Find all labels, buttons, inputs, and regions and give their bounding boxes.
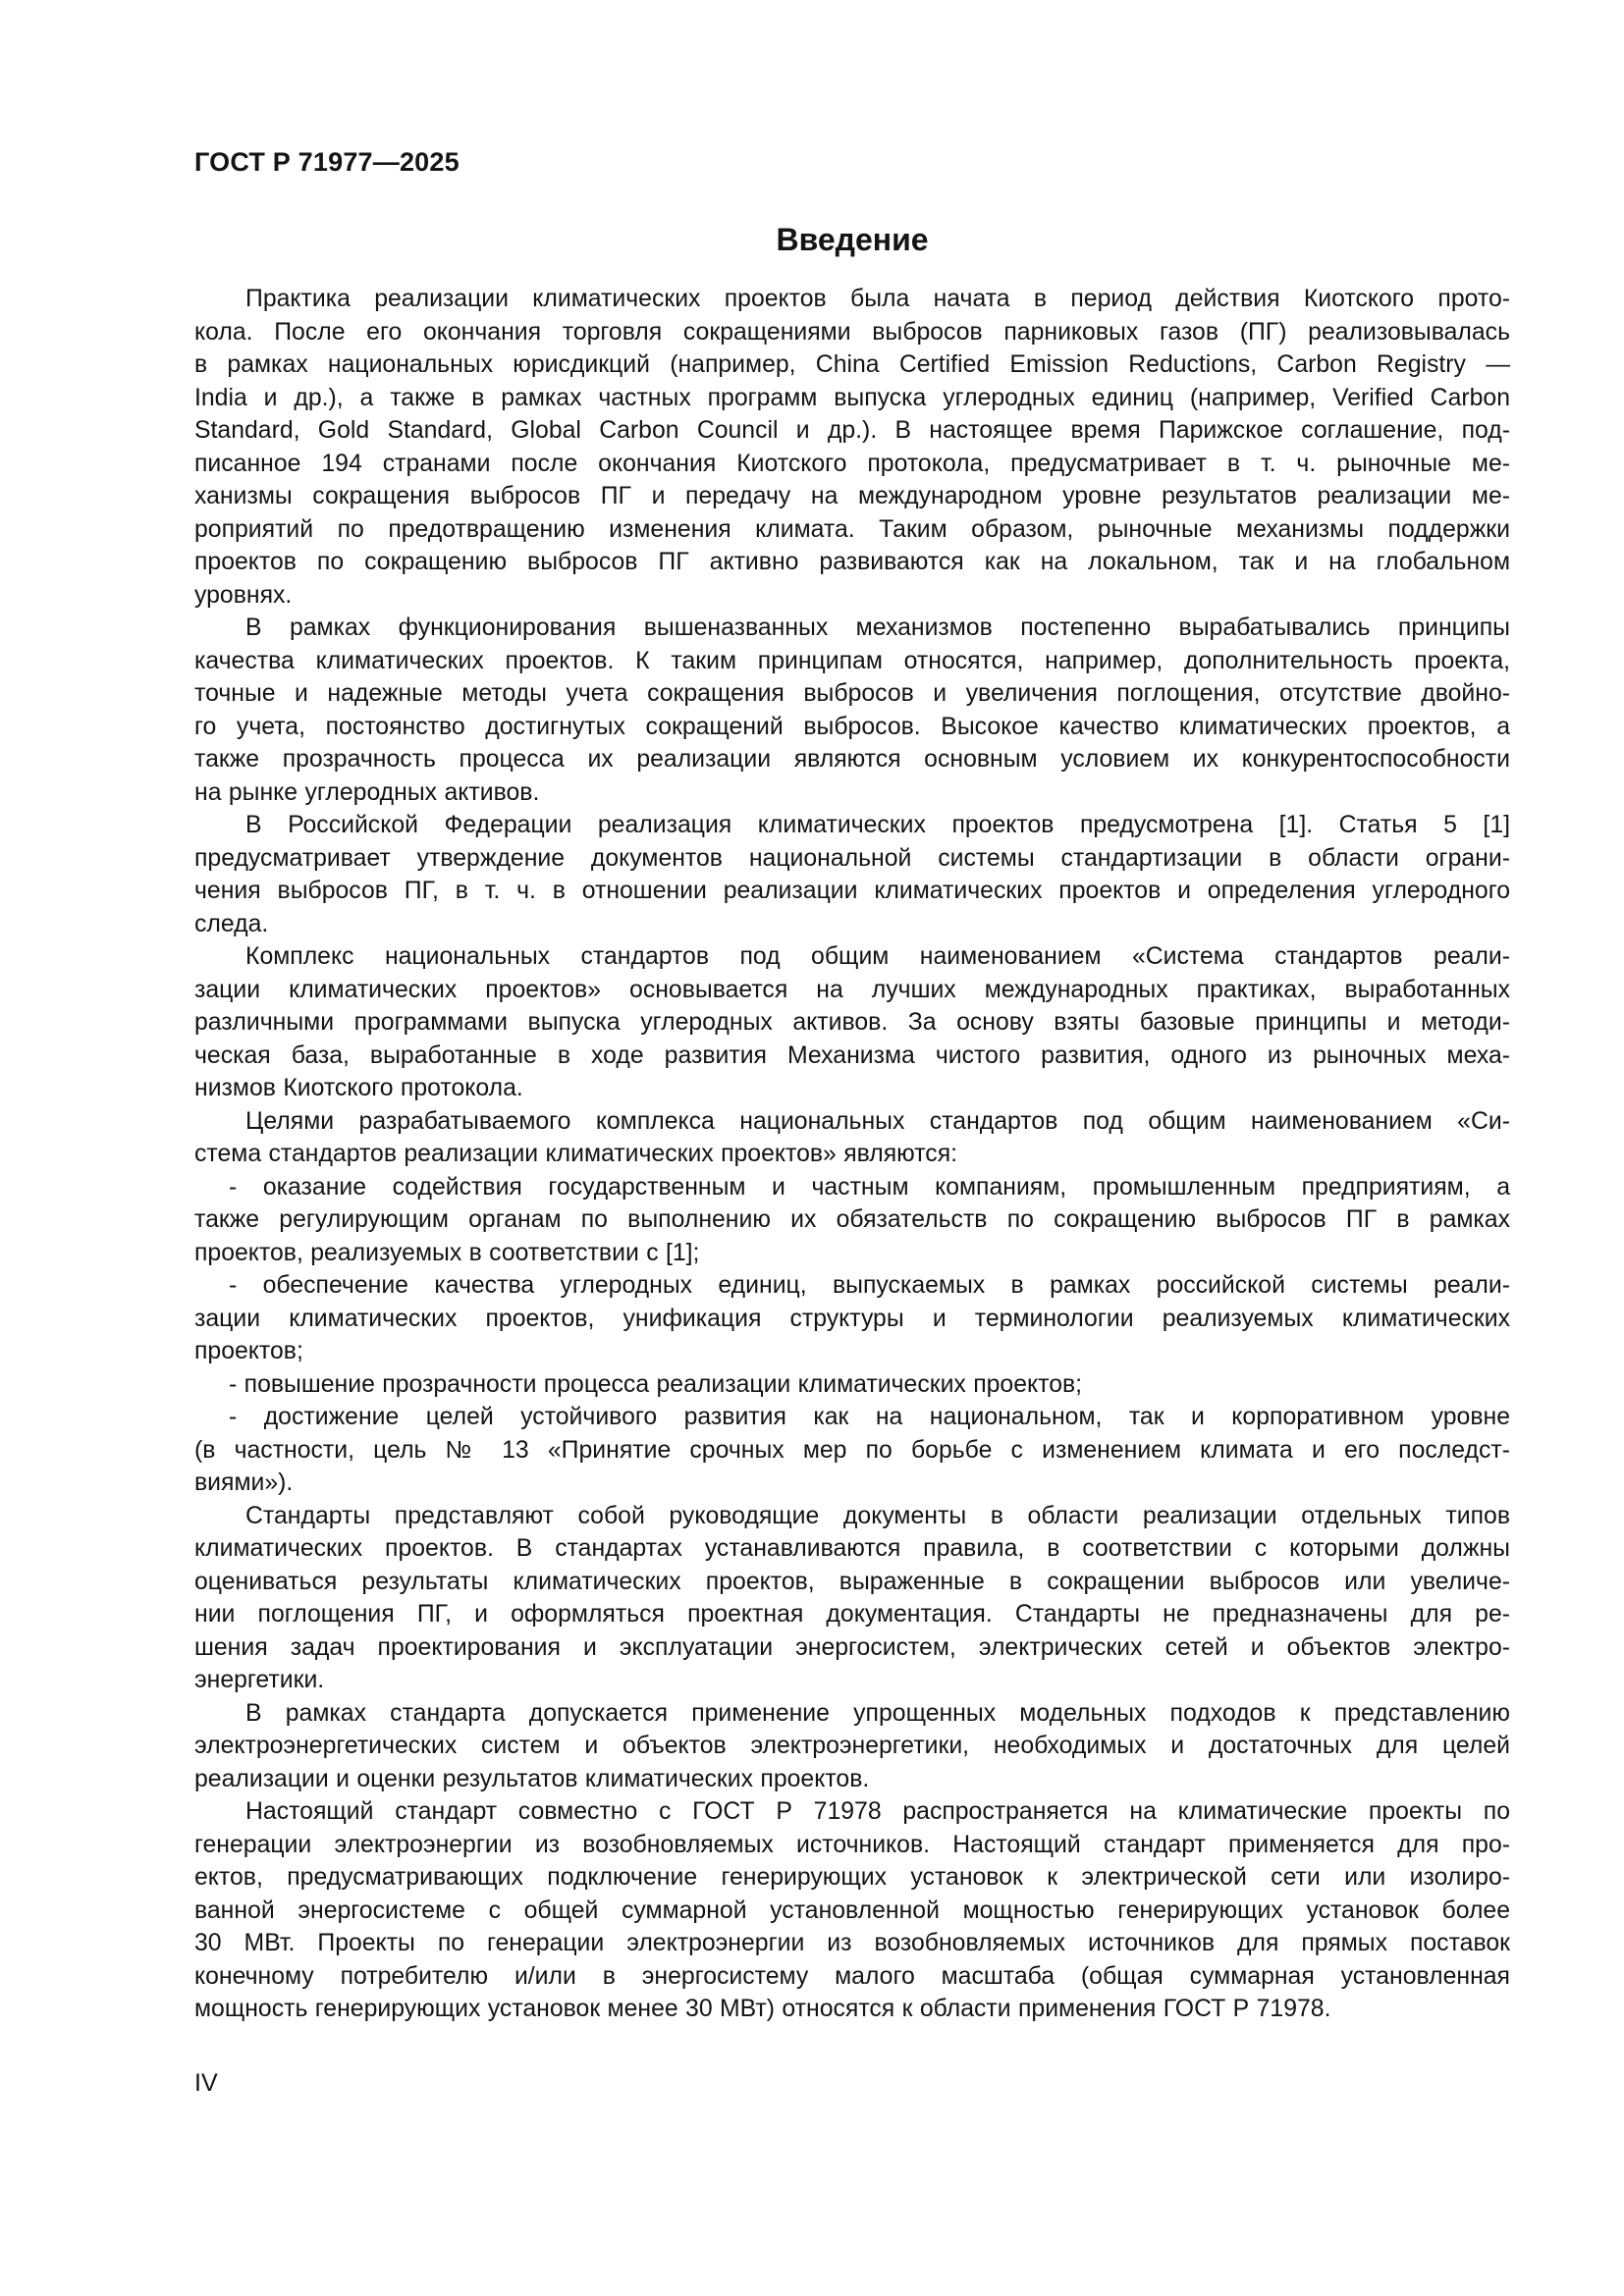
text-line: Практика реализации климатических проектов была начата в период действия Киотского прото- bbox=[245, 286, 1510, 312]
text-line: ческая база, выработанные в ходе развития Механизма чистого развития, одного из рыночных меха- bbox=[194, 1041, 1510, 1069]
text-line: зации климатических проектов» основывается на лучших международных практиках, выработанных bbox=[194, 976, 1510, 1003]
text-line: также прозрачность процесса их реализации являются основным условием их конкурентоспособности bbox=[194, 746, 1510, 773]
text-line: низмов Киотского протокола. bbox=[194, 1075, 523, 1101]
text-line: - повышение прозрачности процесса реализации климатических проектов; bbox=[229, 1370, 1083, 1398]
text-line: В Российской Федерации реализация климатических проектов предусмотрена [1]. Статья 5 [1] bbox=[245, 812, 1510, 838]
text-line: ектов, предусматривающих подключение генерирующих установок к электрической сети или изолиро- bbox=[194, 1864, 1510, 1891]
text-line: реализации и оценки результатов климатических проектов. bbox=[194, 1765, 870, 1792]
text-line: Standard, Gold Standard, Global Carbon Council и др.). В настоящее время Парижское соглашение, под- bbox=[194, 417, 1510, 444]
text-line: В рамках стандарта допускается применение упрощенных модельных подходов к представлению bbox=[245, 1699, 1510, 1727]
text-line: го учета, постоянство достигнутых сокращений выбросов. Высокое качество климатических проектов, а bbox=[194, 713, 1510, 740]
text-line: Настоящий стандарт совместно с ГОСТ Р 71978 распространяется на климатические проекты по bbox=[245, 1798, 1510, 1825]
text-line: различными программами выпуска углеродных активов. За основу взяты базовые принципы и методи- bbox=[194, 1009, 1510, 1036]
text-line: на рынке углеродных активов. bbox=[194, 778, 540, 806]
text-line: мощность генерирующих установок менее 30 МВт) относятся к области применения ГОСТ Р 71978. bbox=[194, 1996, 1331, 2022]
text-line: следа. bbox=[194, 910, 269, 937]
text-line: электроэнергетических систем и объектов электроэнергетики, необходимых и достаточных для целей bbox=[194, 1733, 1510, 1759]
text-line: виями»). bbox=[194, 1469, 294, 1496]
text-line: предусматривает утверждение документов национальной системы стандартизации в области ограни- bbox=[194, 844, 1510, 872]
document-code: ГОСТ Р 71977—2025 bbox=[194, 147, 460, 177]
text-line: шения задач проектирования и эксплуатации энергосистем, электрических сетей и объектов электро- bbox=[194, 1633, 1510, 1661]
text-line: точные и надежные методы учета сокращения выбросов и увеличения поглощения, отсутствие двойно- bbox=[194, 680, 1510, 707]
text-line: оцениваться результаты климатических проектов, выраженные в сокращении выбросов или увеличе- bbox=[194, 1568, 1510, 1595]
text-line: качества климатических проектов. К таким принципам относятся, например, дополнительность проекта, bbox=[194, 647, 1510, 674]
introduction-body bbox=[194, 283, 1510, 2026]
text-line: роприятий по предотвращению изменения климата. Таким образом, рыночные механизмы поддержки bbox=[194, 515, 1510, 543]
text-line: генерации электроэнергии из возобновляемых источников. Настоящий стандарт применяется для про- bbox=[194, 1831, 1510, 1858]
text-line: в рамках национальных юрисдикций (например, China Certified Emission Reductions, Carbon Registry — bbox=[194, 351, 1510, 378]
text-line: конечному потребителю и/или в энергосистему малого масштаба (общая суммарная установленная bbox=[194, 1962, 1510, 1990]
text-line: энергетики. bbox=[194, 1667, 325, 1693]
text-line: зации климатических проектов, унификация структуры и терминологии реализуемых климатических bbox=[194, 1305, 1510, 1332]
text-line: проектов по сокращению выбросов ПГ активно развиваются как на локальном, так и на глобальном bbox=[194, 549, 1510, 575]
text-line: India и др.), а также в рамках частных программ выпуска углеродных единиц (например, Verified Carbon bbox=[194, 384, 1510, 411]
text-line: - обеспечение качества углеродных единиц, выпускаемых в рамках российской системы реали- bbox=[229, 1272, 1510, 1299]
text-line: - оказание содействия государственным и частным компаниям, промышленным предприятиям, а bbox=[229, 1173, 1510, 1201]
text-line: проектов, реализуемых в соответствии с [1]; bbox=[194, 1239, 700, 1266]
section-title: Введение bbox=[776, 222, 929, 257]
text-line: также регулирующим органам по выполнению их обязательств по сокращению выбросов ПГ в рамках bbox=[194, 1206, 1510, 1233]
text-line: ханизмы сокращения выбросов ПГ и передачу на международном уровне результатов реализации ме- bbox=[194, 483, 1510, 509]
text-line: (в частности, цель № 13 «Принятие срочных мер по борьбе с изменением климата и его последст- bbox=[194, 1436, 1510, 1464]
text-line: нии поглощения ПГ, и оформляться проектная документация. Стандарты не предназначены для ре- bbox=[194, 1601, 1510, 1628]
text-line: климатических проектов. В стандартах устанавливаются правила, в соответствии с которыми должны bbox=[194, 1535, 1510, 1562]
text-line: писанное 194 странами после окончания Киотского протокола, предусматривает в т. ч. рыночные ме- bbox=[194, 450, 1510, 477]
text-line: кола. После его окончания торговля сокращениями выбросов парниковых газов (ПГ) реализовывалась bbox=[194, 318, 1510, 346]
text-line: стема стандартов реализации климатических проектов» являются: bbox=[194, 1141, 958, 1167]
text-line: Целями разрабатываемого комплекса национальных стандартов под общим наименованием «Си- bbox=[245, 1107, 1510, 1135]
page-number: IV bbox=[194, 2069, 218, 2097]
text-line: - достижение целей устойчивого развития как на национальном, так и корпоративном уровне bbox=[229, 1404, 1510, 1430]
text-line: чения выбросов ПГ, в т. ч. в отношении реализации климатических проектов и определения углеродного bbox=[194, 878, 1510, 904]
text-line: проектов; bbox=[194, 1338, 303, 1364]
text-line: ванной энергосистеме с общей суммарной установленной мощностью генерирующих установок более bbox=[194, 1896, 1510, 1924]
text-line: Стандарты представляют собой руководящие документы в области реализации отдельных типов bbox=[245, 1502, 1510, 1529]
text-line: уровнях. bbox=[194, 581, 293, 609]
text-line: 30 МВт. Проекты по генерации электроэнергии из возобновляемых источников для прямых поставок bbox=[194, 1930, 1510, 1956]
text-line: В рамках функционирования вышеназванных механизмов постепенно вырабатывались принципы bbox=[245, 614, 1510, 641]
text-line: Комплекс национальных стандартов под общим наименованием «Система стандартов реали- bbox=[245, 943, 1510, 970]
